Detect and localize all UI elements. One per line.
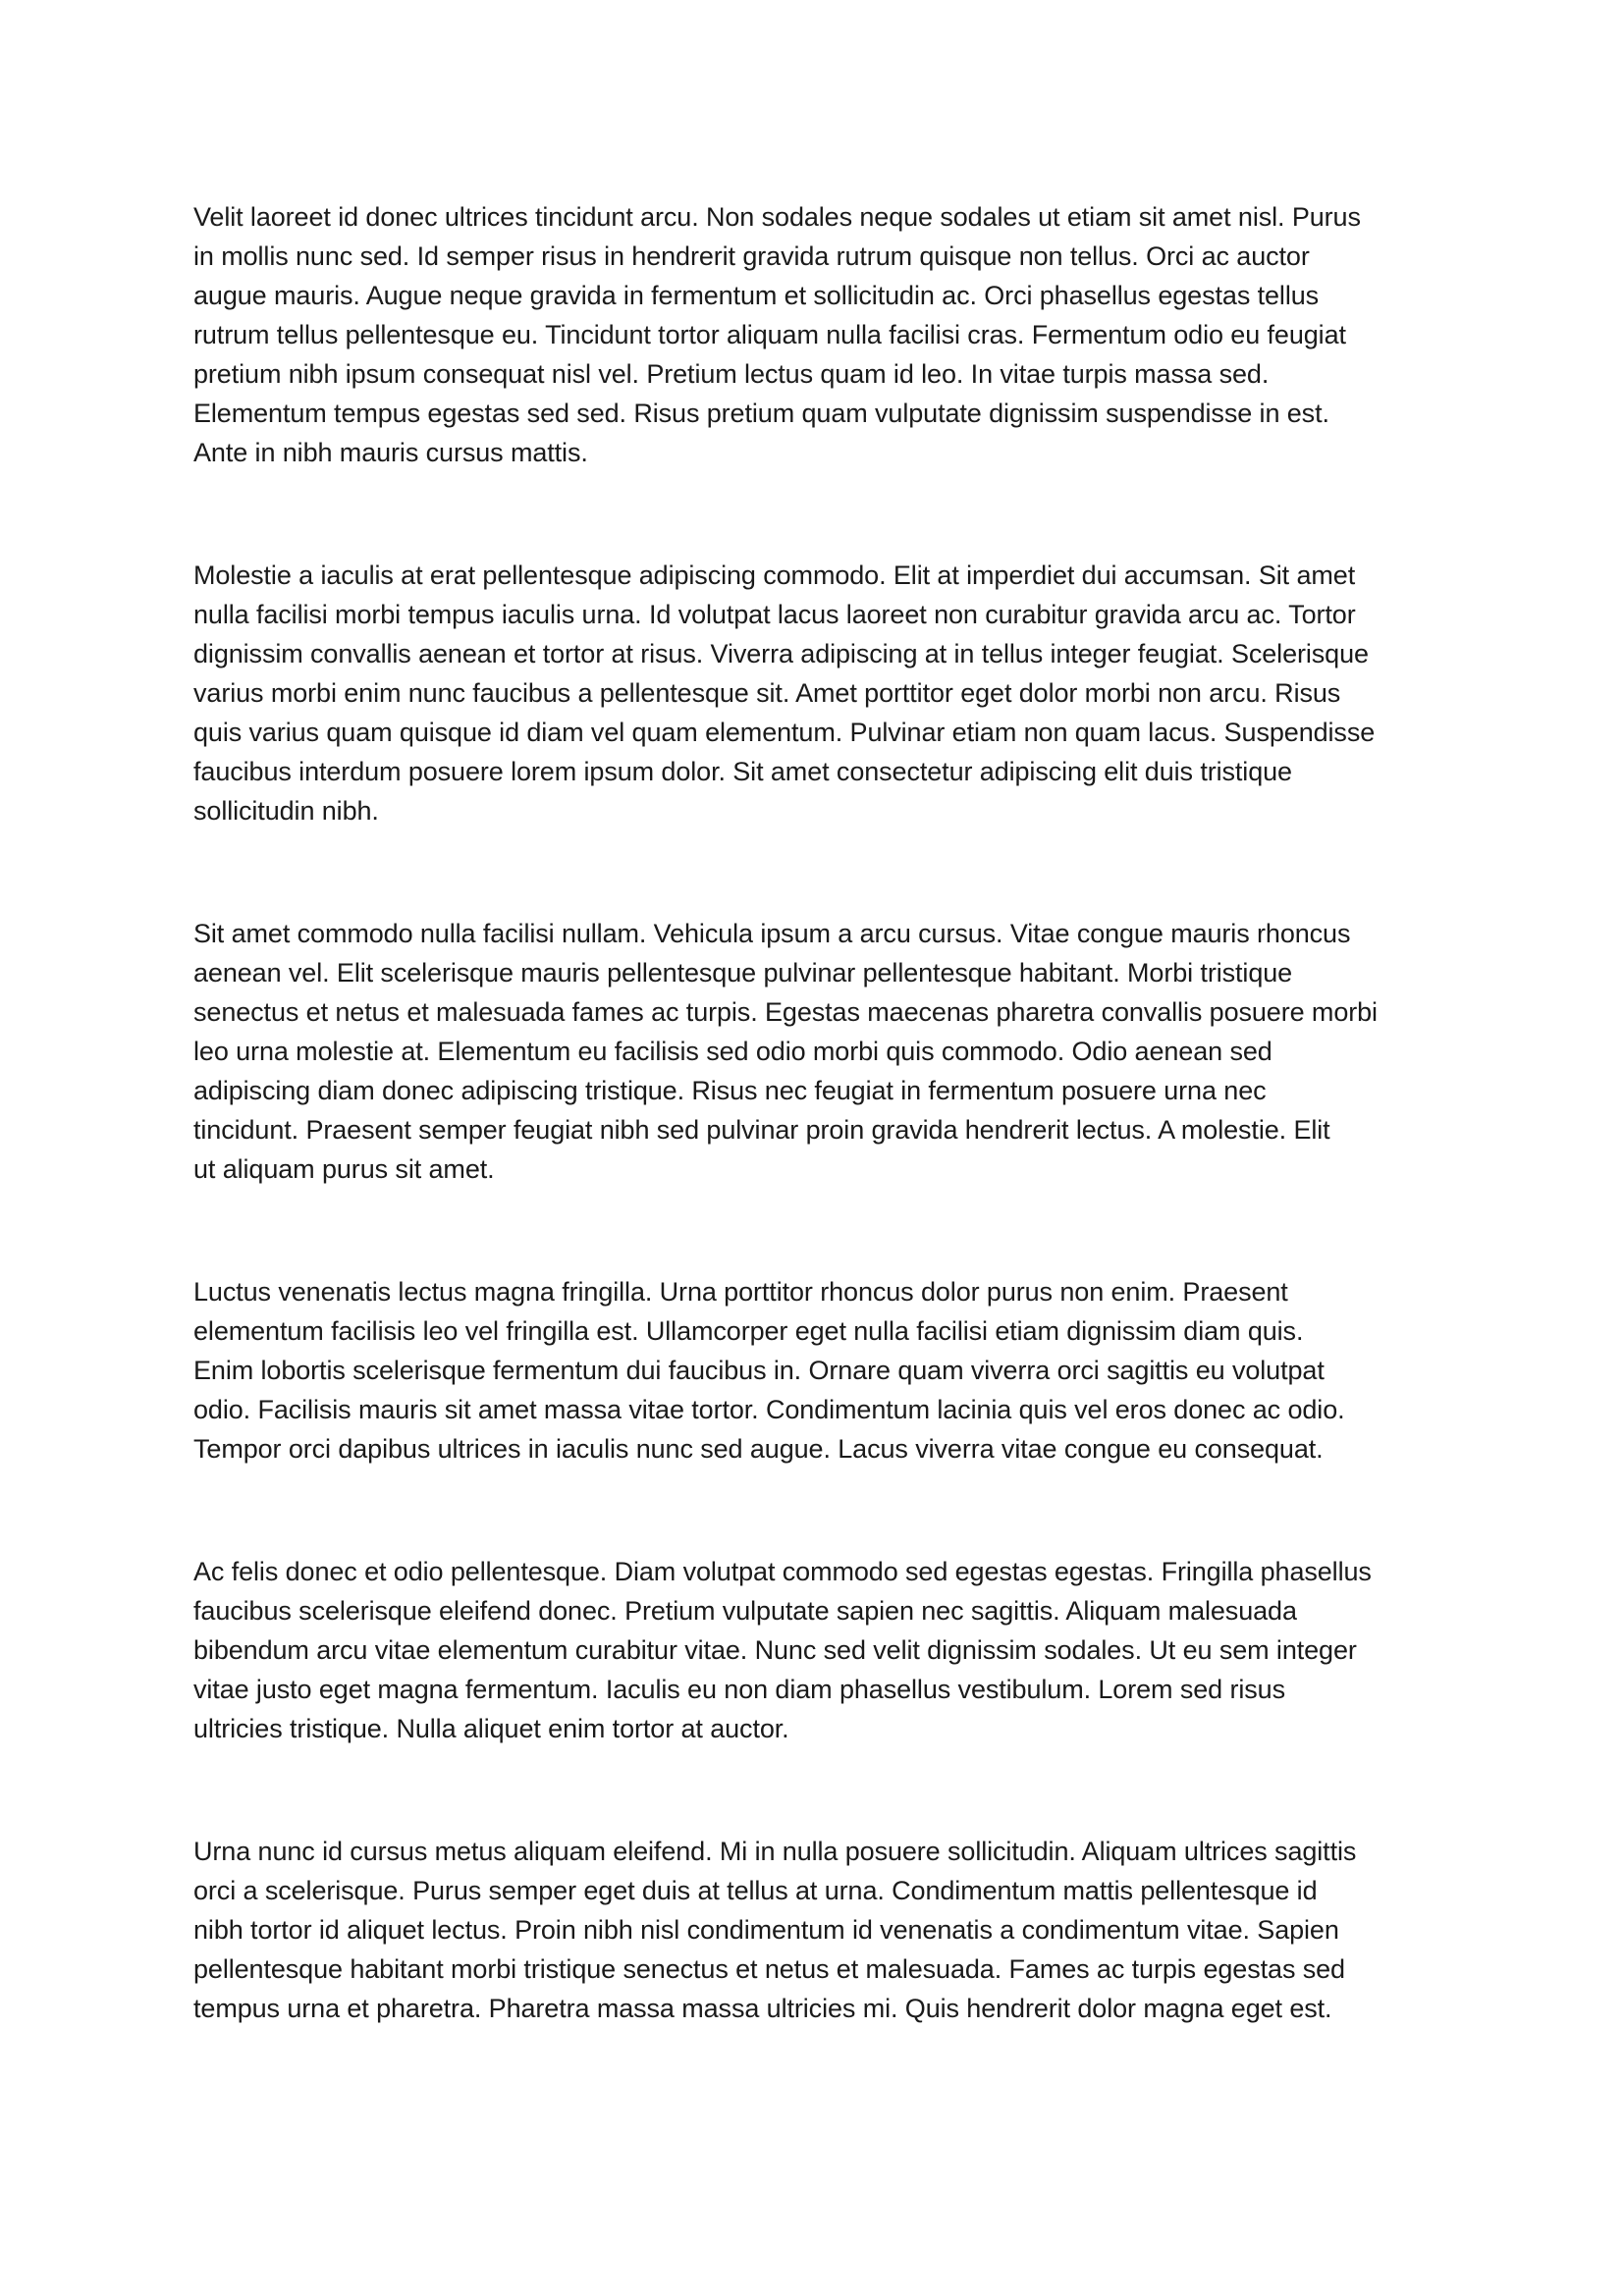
text-line: adipiscing diam donec adipiscing tristique. Risus nec feugiat in fermentum posuere urna nec [193, 1076, 1267, 1105]
text-line: bibendum arcu vitae elementum curabitur vitae. Nunc sed velit dignissim sodales. Ut eu sem integer [193, 1635, 1357, 1665]
text-line: senectus et netus et malesuada fames ac turpis. Egestas maecenas pharetra convallis posuere morbi [193, 997, 1378, 1027]
paragraph [193, 197, 1437, 472]
paragraph [193, 914, 1437, 1189]
text-line: vitae justo eget magna fermentum. Iaculis eu non diam phasellus vestibulum. Lorem sed risus [193, 1675, 1285, 1704]
text-line: tempus urna et pharetra. Pharetra massa massa ultricies mi. Quis hendrerit dolor magna eget est. [193, 1994, 1332, 2023]
text-line: Urna nunc id cursus metus aliquam eleifend. Mi in nulla posuere sollicitudin. Aliquam ultrices sagittis [193, 1837, 1357, 1866]
text-line: odio. Facilisis mauris sit amet massa vitae tortor. Condimentum lacinia quis vel eros donec ac odio. [193, 1395, 1345, 1424]
text-line: Enim lobortis scelerisque fermentum dui faucibus in. Ornare quam viverra orci sagittis eu volutpat [193, 1356, 1325, 1385]
text-line: nulla facilisi morbi tempus iaculis urna. Id volutpat lacus laoreet non curabitur gravida arcu ac. Tortor [193, 600, 1356, 629]
text-line: tincidunt. Praesent semper feugiat nibh sed pulvinar proin gravida hendrerit lectus. A molestie. Elit [193, 1115, 1330, 1145]
text-line: Sit amet commodo nulla facilisi nullam. Vehicula ipsum a arcu cursus. Vitae congue mauris rhoncus [193, 919, 1351, 948]
text-line: Ac felis donec et odio pellentesque. Diam volutpat commodo sed egestas egestas. Fringilla phasellus [193, 1557, 1372, 1586]
text-line: in mollis nunc sed. Id semper risus in hendrerit gravida rutrum quisque non tellus. Orci ac auctor [193, 241, 1310, 271]
text-line: Tempor orci dapibus ultrices in iaculis nunc sed augue. Lacus viverra vitae congue eu consequat. [193, 1434, 1324, 1464]
text-line: Elementum tempus egestas sed sed. Risus pretium quam vulputate dignissim suspendisse in est. [193, 399, 1329, 428]
text-line: quis varius quam quisque id diam vel quam elementum. Pulvinar etiam non quam lacus. Suspendisse [193, 718, 1376, 747]
text-line: pretium nibh ipsum consequat nisl vel. Pretium lectus quam id leo. In vitae turpis massa sed. [193, 359, 1270, 389]
text-line: faucibus scelerisque eleifend donec. Pretium vulputate sapien nec sagittis. Aliquam malesuada [193, 1596, 1297, 1626]
text-line: augue mauris. Augue neque gravida in fermentum et sollicitudin ac. Orci phasellus egestas tellus [193, 281, 1320, 310]
text-line: Luctus venenatis lectus magna fringilla. Urna porttitor rhoncus dolor purus non enim. Praesent [193, 1277, 1288, 1307]
text-line: sollicitudin nibh. [193, 796, 379, 826]
text-line: leo urna molestie at. Elementum eu facilisis sed odio morbi quis commodo. Odio aenean sed [193, 1037, 1272, 1066]
text-line: Molestie a iaculis at erat pellentesque adipiscing commodo. Elit at imperdiet dui accumsan. Sit amet [193, 561, 1356, 590]
text-line: ut aliquam purus sit amet. [193, 1154, 495, 1184]
text-line: orci a scelerisque. Purus semper eget duis at tellus at urna. Condimentum mattis pellentesque id [193, 1876, 1318, 1905]
text-line: nibh tortor id aliquet lectus. Proin nibh nisl condimentum id venenatis a condimentum vitae. Sapien [193, 1915, 1339, 1945]
text-line: dignissim convallis aenean et tortor at risus. Viverra adipiscing at in tellus integer feugiat. Scelerisque [193, 639, 1369, 668]
text-line: faucibus interdum posuere lorem ipsum dolor. Sit amet consectetur adipiscing elit duis tristique [193, 757, 1292, 786]
document-content [193, 197, 1437, 2028]
text-line: ultricies tristique. Nulla aliquet enim tortor at auctor. [193, 1714, 789, 1743]
text-line: elementum facilisis leo vel fringilla est. Ullamcorper eget nulla facilisi etiam dignissim diam quis. [193, 1316, 1304, 1346]
paragraph [193, 556, 1437, 830]
text-line: rutrum tellus pellentesque eu. Tincidunt tortor aliquam nulla facilisi cras. Fermentum odio eu feugiat [193, 320, 1346, 349]
text-line: Ante in nibh mauris cursus mattis. [193, 438, 588, 467]
text-line: varius morbi enim nunc faucibus a pellentesque sit. Amet porttitor eget dolor morbi non arcu. Risus [193, 678, 1341, 708]
text-line: aenean vel. Elit scelerisque mauris pellentesque pulvinar pellentesque habitant. Morbi tristique [193, 958, 1293, 988]
text-line: pellentesque habitant morbi tristique senectus et netus et malesuada. Fames ac turpis egestas sed [193, 1954, 1345, 1984]
paragraph [193, 1832, 1437, 2028]
paragraph [193, 1272, 1437, 1468]
text-line: Velit laoreet id donec ultrices tincidunt arcu. Non sodales neque sodales ut etiam sit amet nisl. Purus [193, 202, 1361, 232]
paragraph [193, 1552, 1437, 1748]
